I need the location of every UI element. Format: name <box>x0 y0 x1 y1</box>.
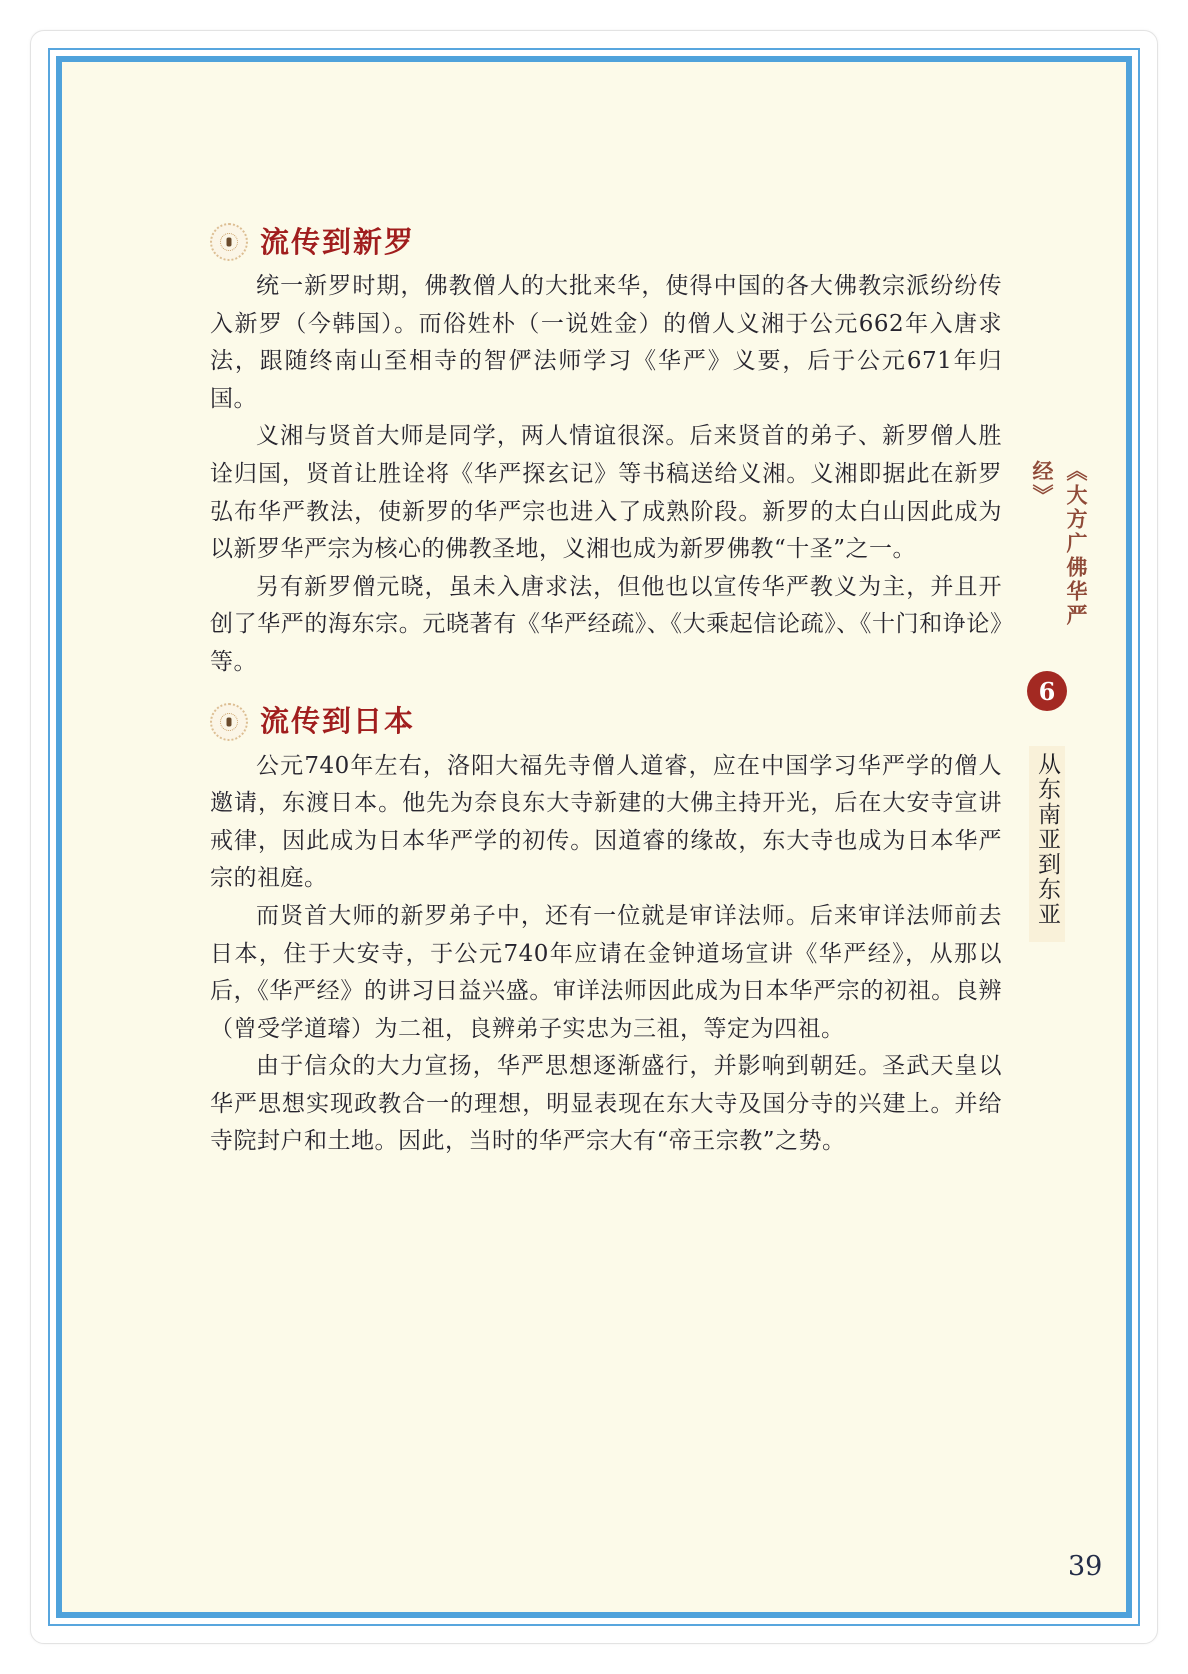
section-heading-silla: 流传到新罗 <box>260 224 416 259</box>
paragraph: 统一新罗时期，佛教僧人的大批来华，使得中国的各大佛教宗派纷纷传入新罗（今韩国）。而俗姓朴（一说姓金）的僧人义湘于公元662年入唐求法，跟随终南山至相寺的智俨法师学习《华严》义要，后于公元671年归国。 <box>210 273 1002 412</box>
paragraph: 义湘与贤首大师是同学，两人情谊很深。后来贤首的弟子、新罗僧人胜诠归国，贤首让胜诠将《华严探玄记》等书稿送给义湘。义湘即据此在新罗弘布华严教法，使新罗的华严宗也进入了成熟阶段。新罗的太白山因此成为以新罗华严宗为核心的佛教圣地，义湘也成为新罗佛教“十圣”之一。 <box>210 423 1002 563</box>
volume-number: 6 <box>1038 676 1056 706</box>
part-title: 从东南亚到东亚 <box>1034 752 1060 927</box>
paragraph: 由于信众的大力宣扬，华严思想逐渐盛行，并影响到朝廷。圣武天皇以华严思想实现政教合一的理想，明显表现在东大寺及国分寺的兴建上。并给寺院封户和土地。因此，当时的华严宗大有“帝王宗教”之势。 <box>210 1053 1002 1155</box>
section-heading-row <box>210 700 1002 744</box>
paragraph: 而贤首大师的新罗弟子中，还有一位就是审详法师。后来审详法师前去日本，住于大安寺，于公元740年应请在金钟道场宣讲《华严经》，从那以后，《华严经》的讲习日益兴盛。审详法师因此成为日本华严宗的初祖。良辨（曾受学道璿）为二祖，良辨弟子实忠为三祖，等定为四祖。 <box>210 902 1002 1042</box>
page-content-area <box>93 93 1103 1582</box>
section-heading-japan: 流传到日本 <box>260 704 416 739</box>
volume-number-badge <box>1027 671 1067 711</box>
main-text-column <box>210 220 1002 1161</box>
lotus-seal-icon <box>210 703 248 741</box>
section-heading-row <box>210 220 1002 264</box>
inner-frame-border <box>56 56 1132 1618</box>
lotus-seal-icon <box>210 223 248 261</box>
section-gap <box>210 682 1002 700</box>
book-page <box>30 30 1158 1644</box>
page-number: 39 <box>1068 1551 1103 1582</box>
part-title-strip <box>1029 746 1065 942</box>
paragraph: 另有新罗僧元晓，虽未入唐求法，但他也以宣传华严教义为主，并且开创了华严的海东宗。元晓著有《华严经疏》、《大乘起信论疏》、《十门和诤论》等。 <box>210 573 1002 675</box>
sidebar-book-title: 《大方广佛华严经》 <box>1030 460 1089 628</box>
paragraph: 公元740年左右，洛阳大福先寺僧人道睿，应在中国学习华严学的僧人邀请，东渡日本。他先为奈良东大寺新建的大佛主持开光，后在大安寺宣讲戒律，因此成为日本华严学的初传。因道睿的缘故，东大寺也成为日本华严宗的祖庭。 <box>210 752 1002 892</box>
